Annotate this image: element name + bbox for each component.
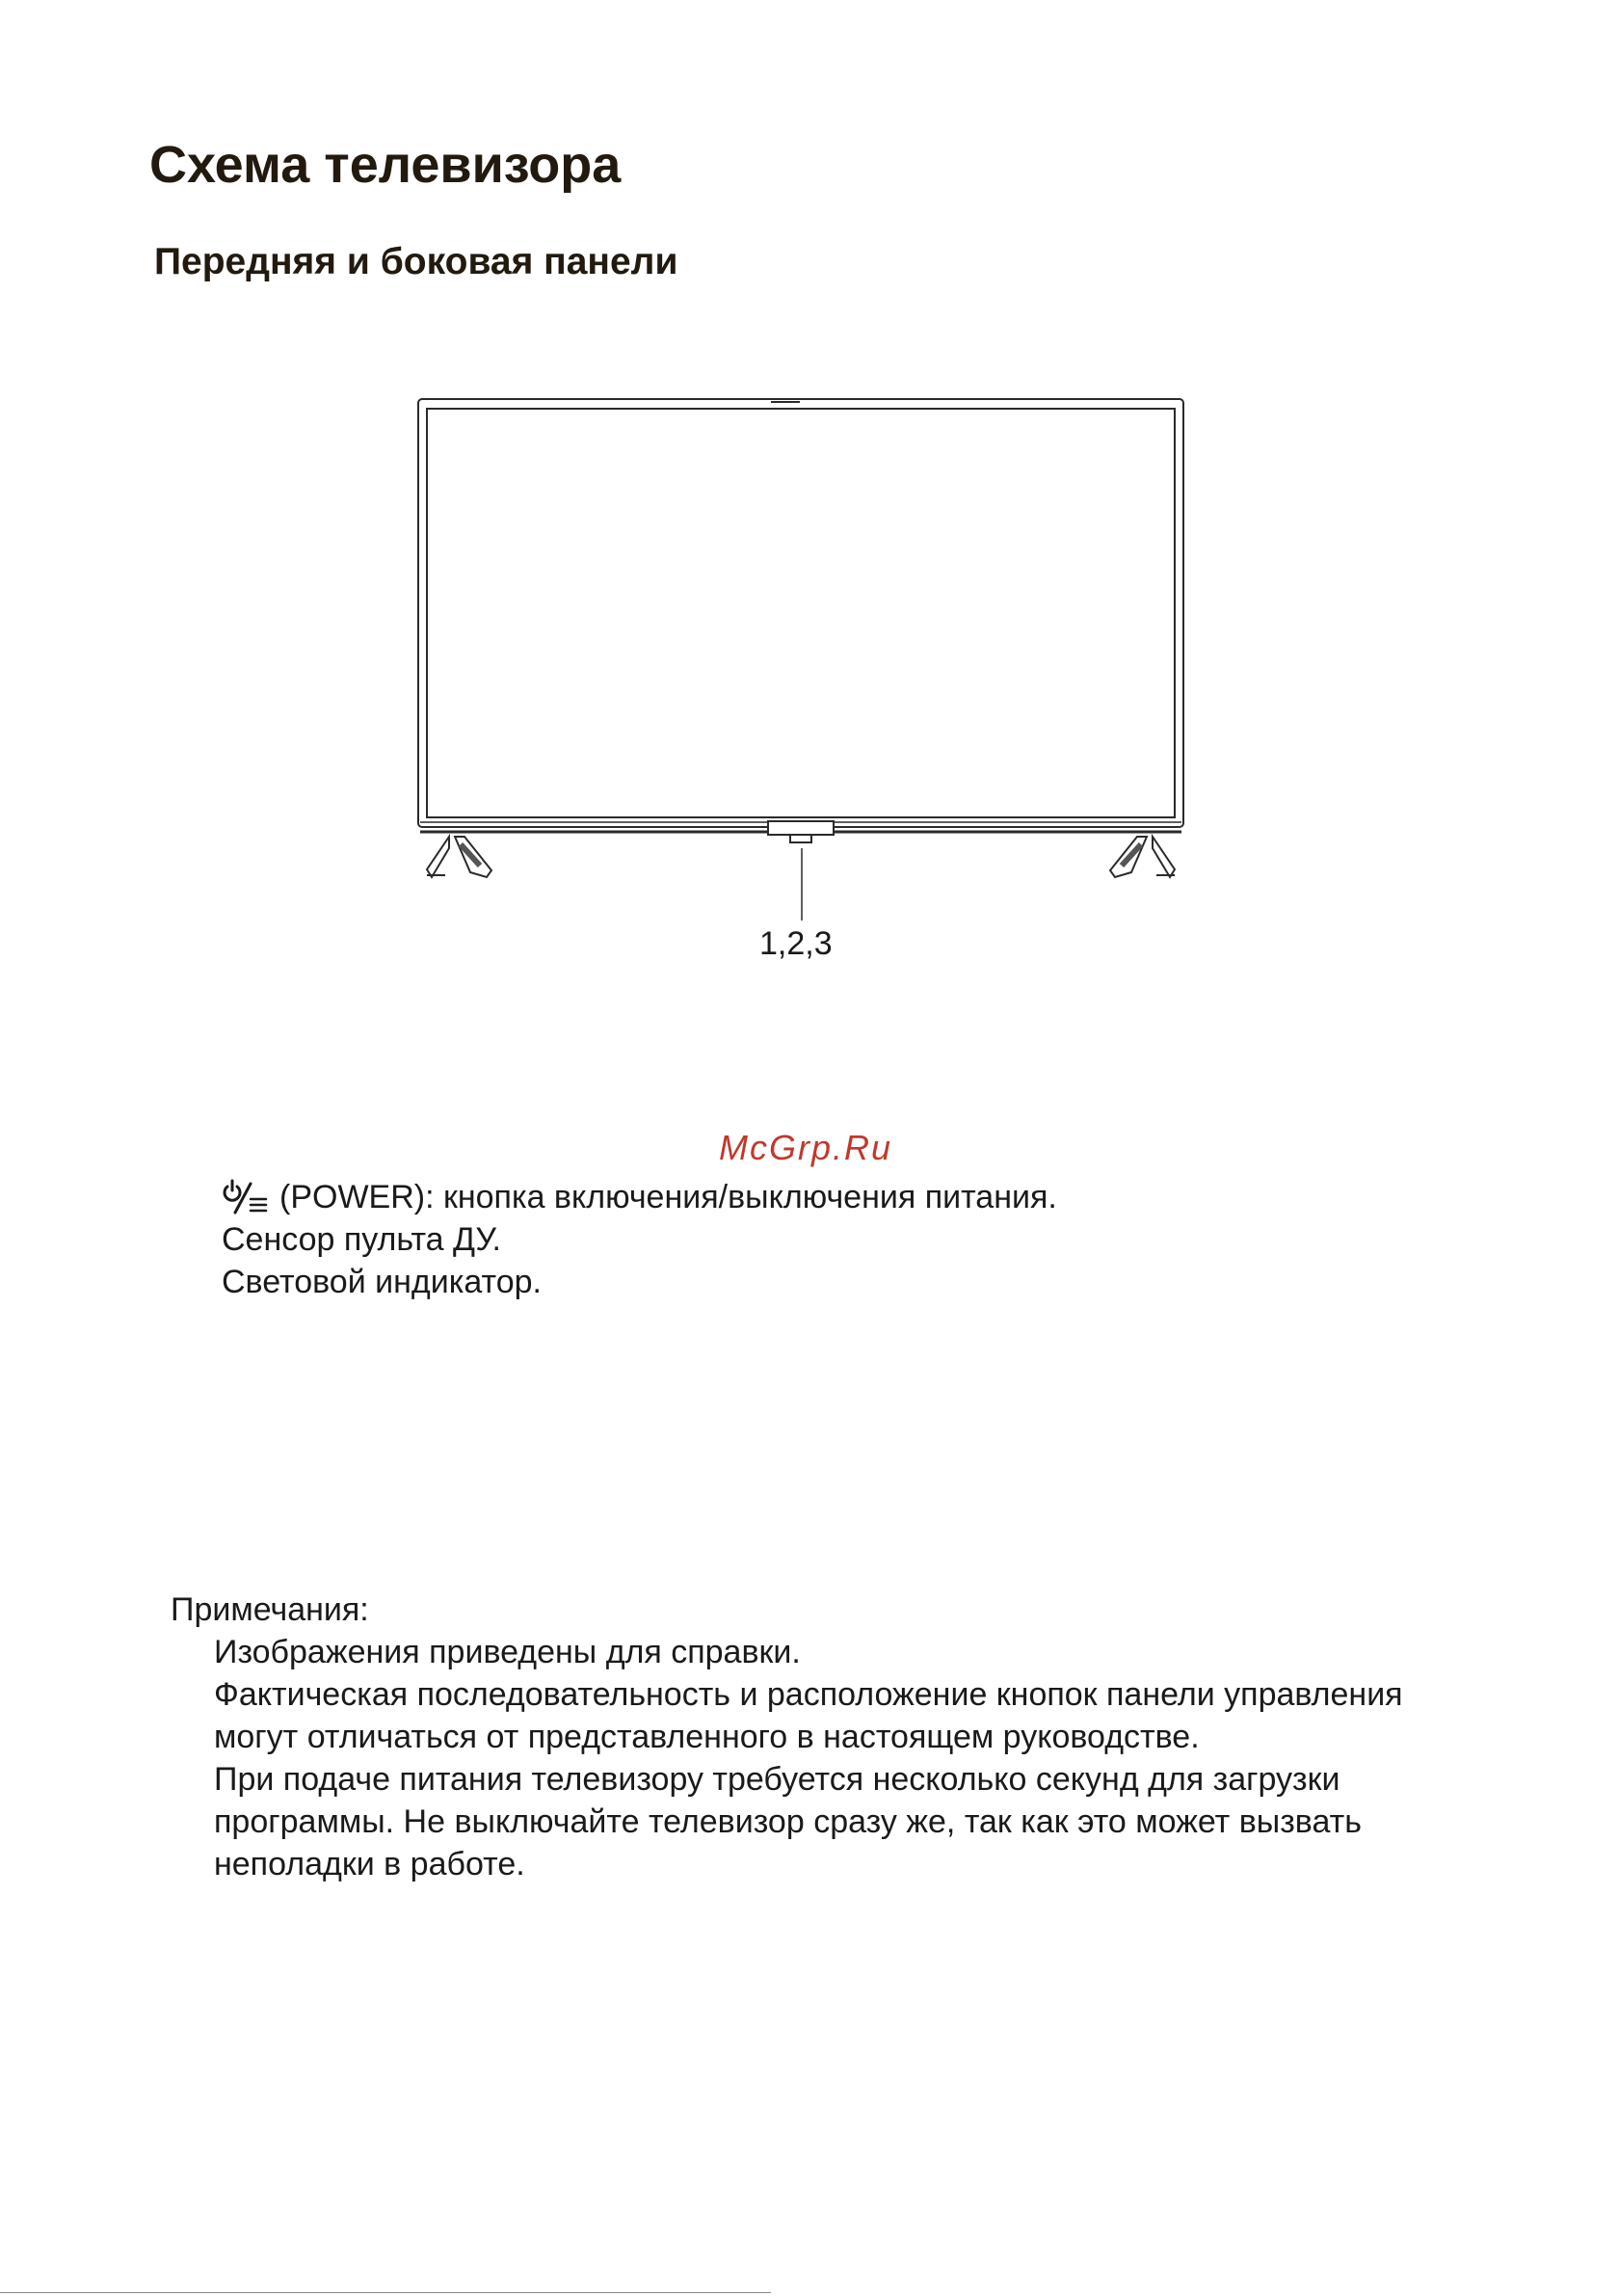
page-title: Схема телевизора [149, 136, 622, 194]
tv-screen [427, 409, 1175, 817]
legend-item-label: Сенсор пульта ДУ. [222, 1221, 501, 1258]
note-item: Фактическая последовательность и расположение кнопок панели управления могут отличаться от представленного в настоящем руководстве. [214, 1676, 1403, 1755]
legend-item-indicator [222, 1261, 1057, 1303]
notes-list [171, 1631, 1486, 1885]
control-module [768, 821, 834, 835]
legend-item-label: (POWER): кнопка включения/выключения питания. [279, 1179, 1057, 1215]
legend-item-remote-sensor [222, 1218, 1057, 1261]
footer-divider [0, 2292, 771, 2293]
legend-item-power [222, 1176, 1057, 1218]
notes-section [171, 1589, 1486, 1885]
power-menu-icon [222, 1178, 272, 1216]
legend-list [222, 1176, 1057, 1303]
tv-front-diagram [0, 0, 1618, 964]
tv-outer-frame [418, 399, 1183, 827]
callout-label: 1,2,3 [759, 925, 833, 962]
notes-heading: Примечания: [171, 1591, 369, 1628]
right-stand-foot [1110, 837, 1175, 877]
section-subtitle: Передняя и боковая панели [154, 241, 678, 282]
left-stand-foot [427, 837, 491, 877]
watermark: McGrp.Ru [719, 1128, 893, 1167]
legend-item-label: Световой индикатор. [222, 1264, 542, 1300]
note-item: Изображения приведены для справки. [214, 1634, 801, 1670]
note-item: При подаче питания телевизору требуется несколько секунд для загрузки программы. Не выключайте телевизор сразу же, так как это может вызвать неполадки в работе. [214, 1761, 1362, 1882]
